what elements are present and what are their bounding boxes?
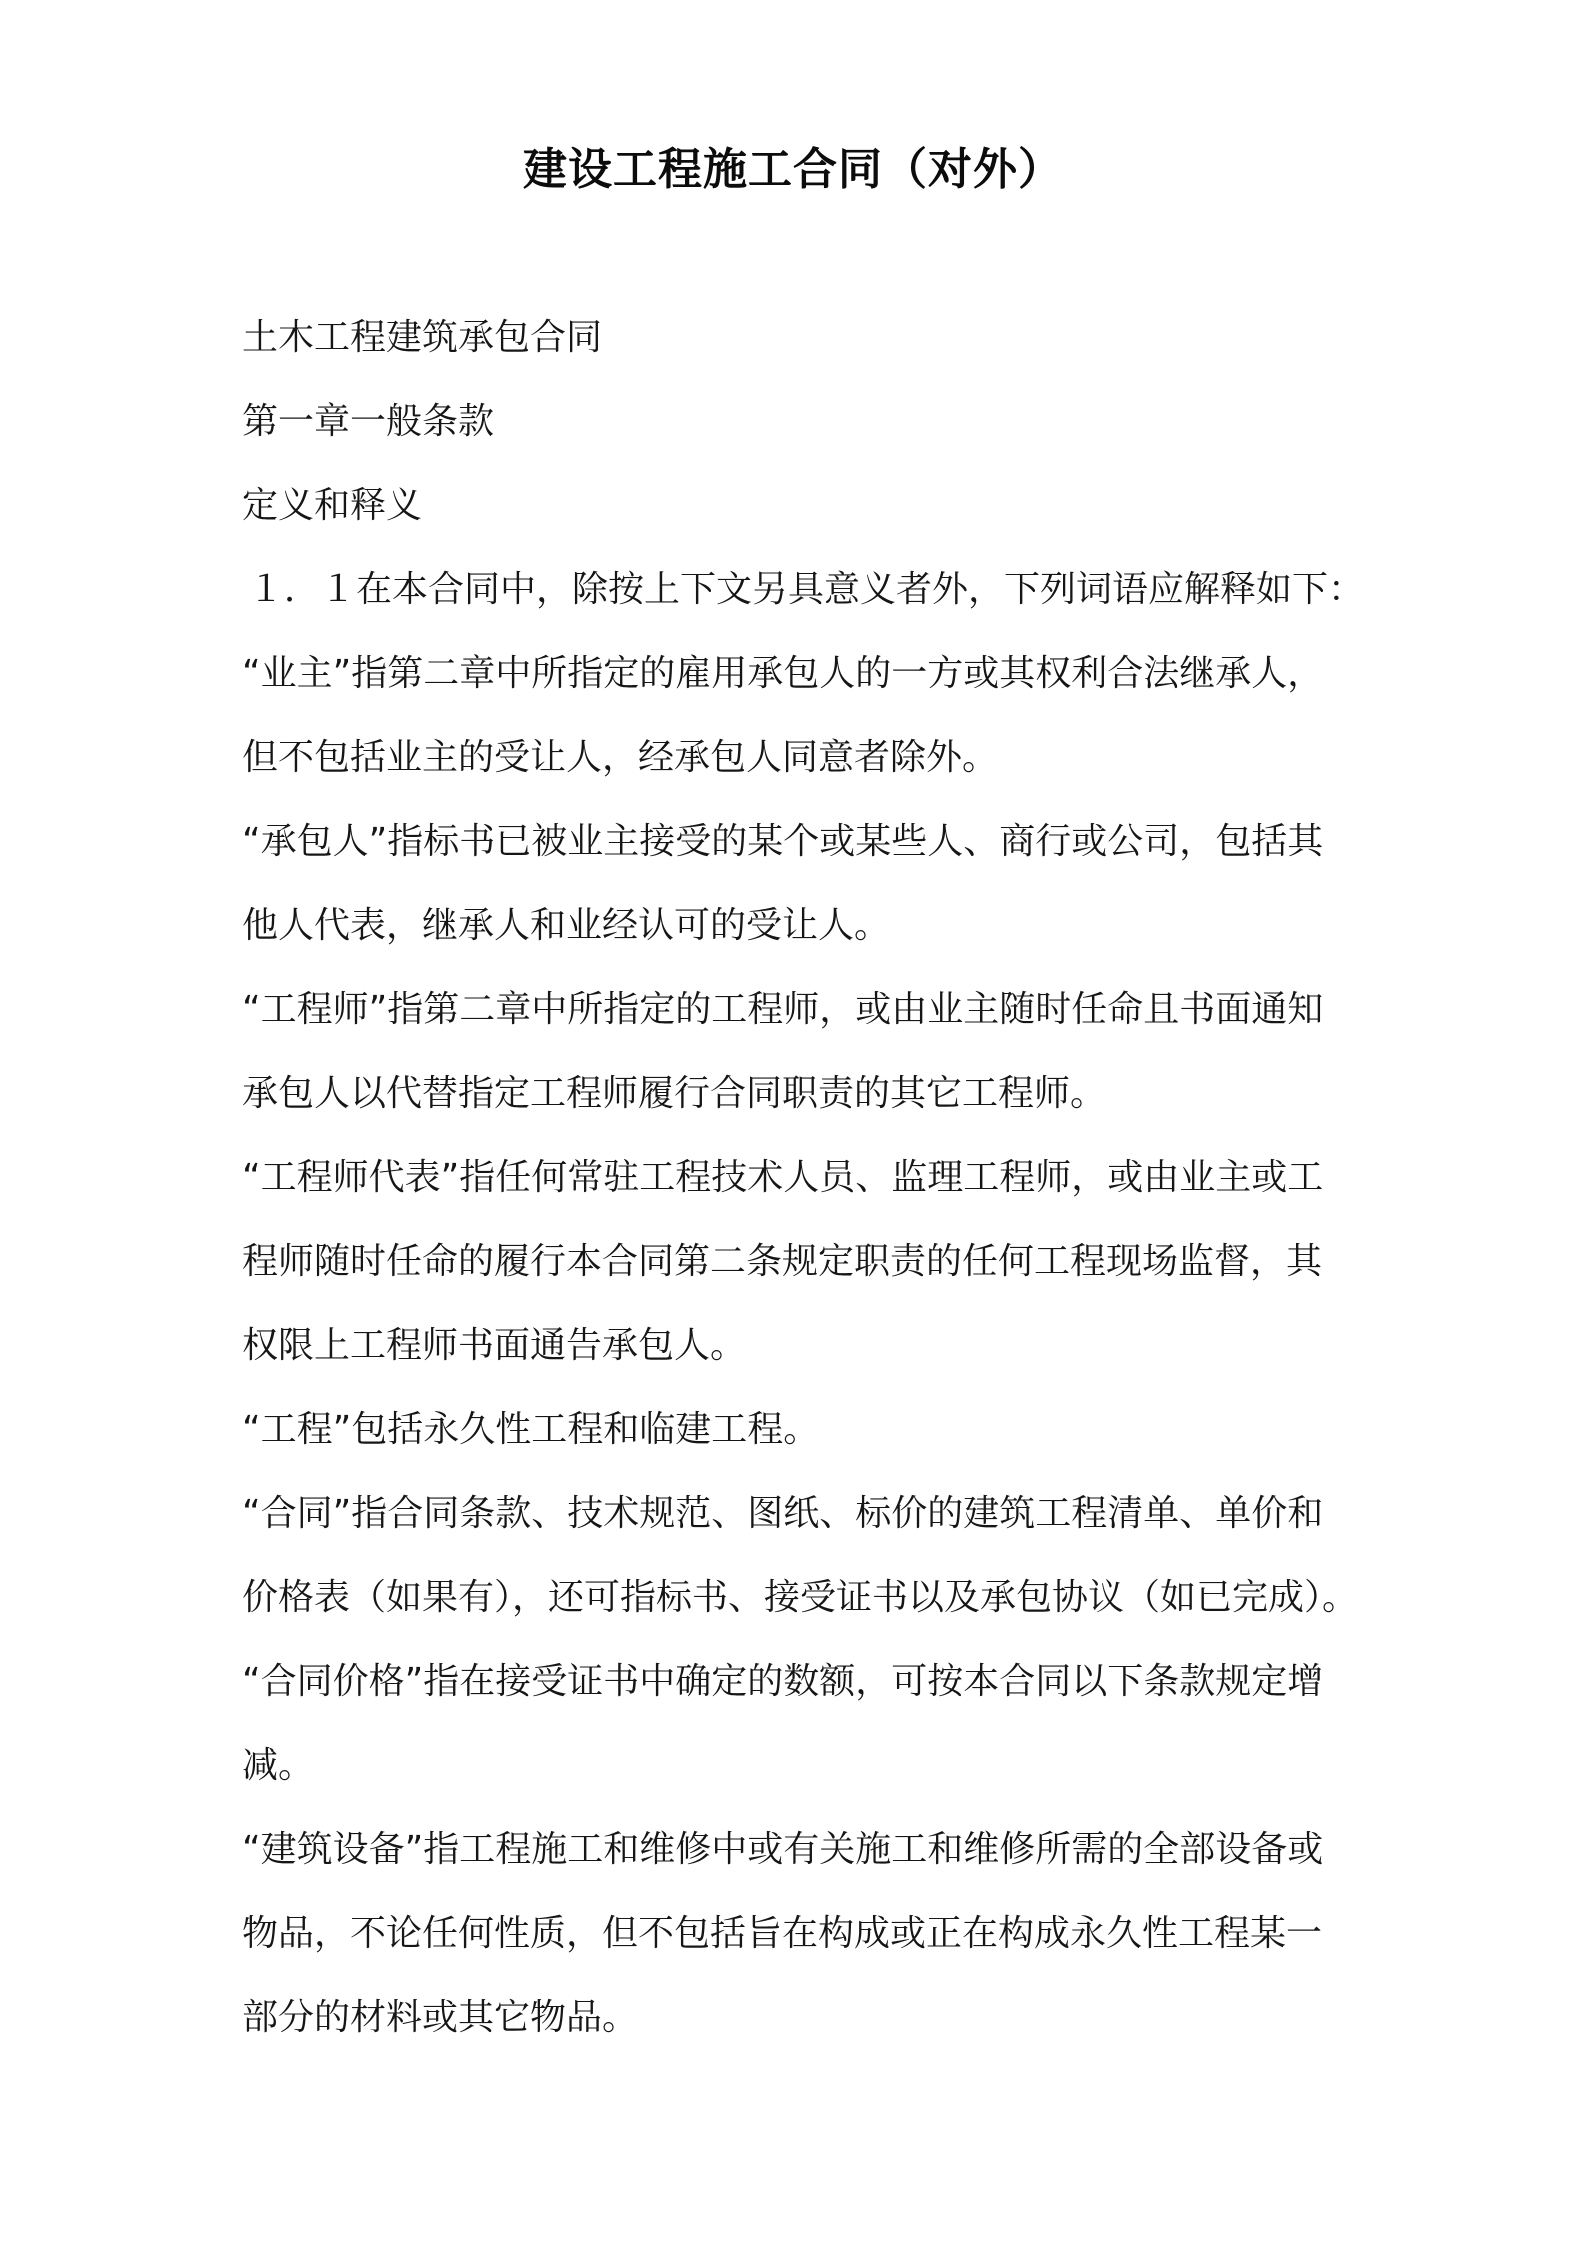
body-line: 物品，不论任何性质，但不包括旨在构成或正在构成永久性工程某一 (242, 1913, 1323, 1954)
body-line: 但不包括业主的受让人，经承包人同意者除外。 (242, 737, 999, 778)
body-line: 权限上工程师书面通告承包人。 (242, 1325, 747, 1366)
document-body (242, 296, 1372, 2060)
body-line: 部分的材料或其它物品。 (242, 1997, 639, 2038)
body-line: 定义和释义 (242, 485, 423, 526)
body-line: 减。 (242, 1745, 315, 1786)
body-line: 土木工程建筑承包合同 (242, 317, 603, 358)
body-line: 他人代表，继承人和业经认可的受让人。 (242, 905, 891, 946)
body-line: “合同价格”指在接受证书中确定的数额，可按本合同以下条款规定增 (242, 1661, 1324, 1702)
body-line: １．１在本合同中，除按上下文另具意义者外，下列词语应解释如下： (248, 569, 1365, 610)
body-line: “业主”指第二章中所指定的雇用承包人的一方或其权利合法继承人， (242, 653, 1324, 694)
body-line: 价格表（如果有），还可指标书、接受证书以及承包协议（如已完成）。 (242, 1577, 1359, 1618)
body-line: “工程”包括永久性工程和临建工程。 (242, 1409, 820, 1450)
body-line: “工程师”指第二章中所指定的工程师，或由业主随时任命且书面通知 (242, 989, 1324, 1030)
body-line: 承包人以代替指定工程师履行合同职责的其它工程师。 (242, 1073, 1107, 1114)
body-line: “合同”指合同条款、技术规范、图纸、标价的建筑工程清单、单价和 (242, 1493, 1324, 1534)
document-title: 建设工程施工合同（对外） (523, 144, 1063, 195)
body-line: “建筑设备”指工程施工和维修中或有关施工和维修所需的全部设备或 (242, 1829, 1324, 1870)
body-line: “工程师代表”指任何常驻工程技术人员、监理工程师，或由业主或工 (242, 1157, 1324, 1198)
body-line: “承包人”指标书已被业主接受的某个或某些人、商行或公司，包括其 (242, 821, 1324, 862)
body-line: 第一章一般条款 (242, 401, 495, 442)
body-line: 程师随时任命的履行本合同第二条规定职责的任何工程现场监督，其 (242, 1241, 1323, 1282)
